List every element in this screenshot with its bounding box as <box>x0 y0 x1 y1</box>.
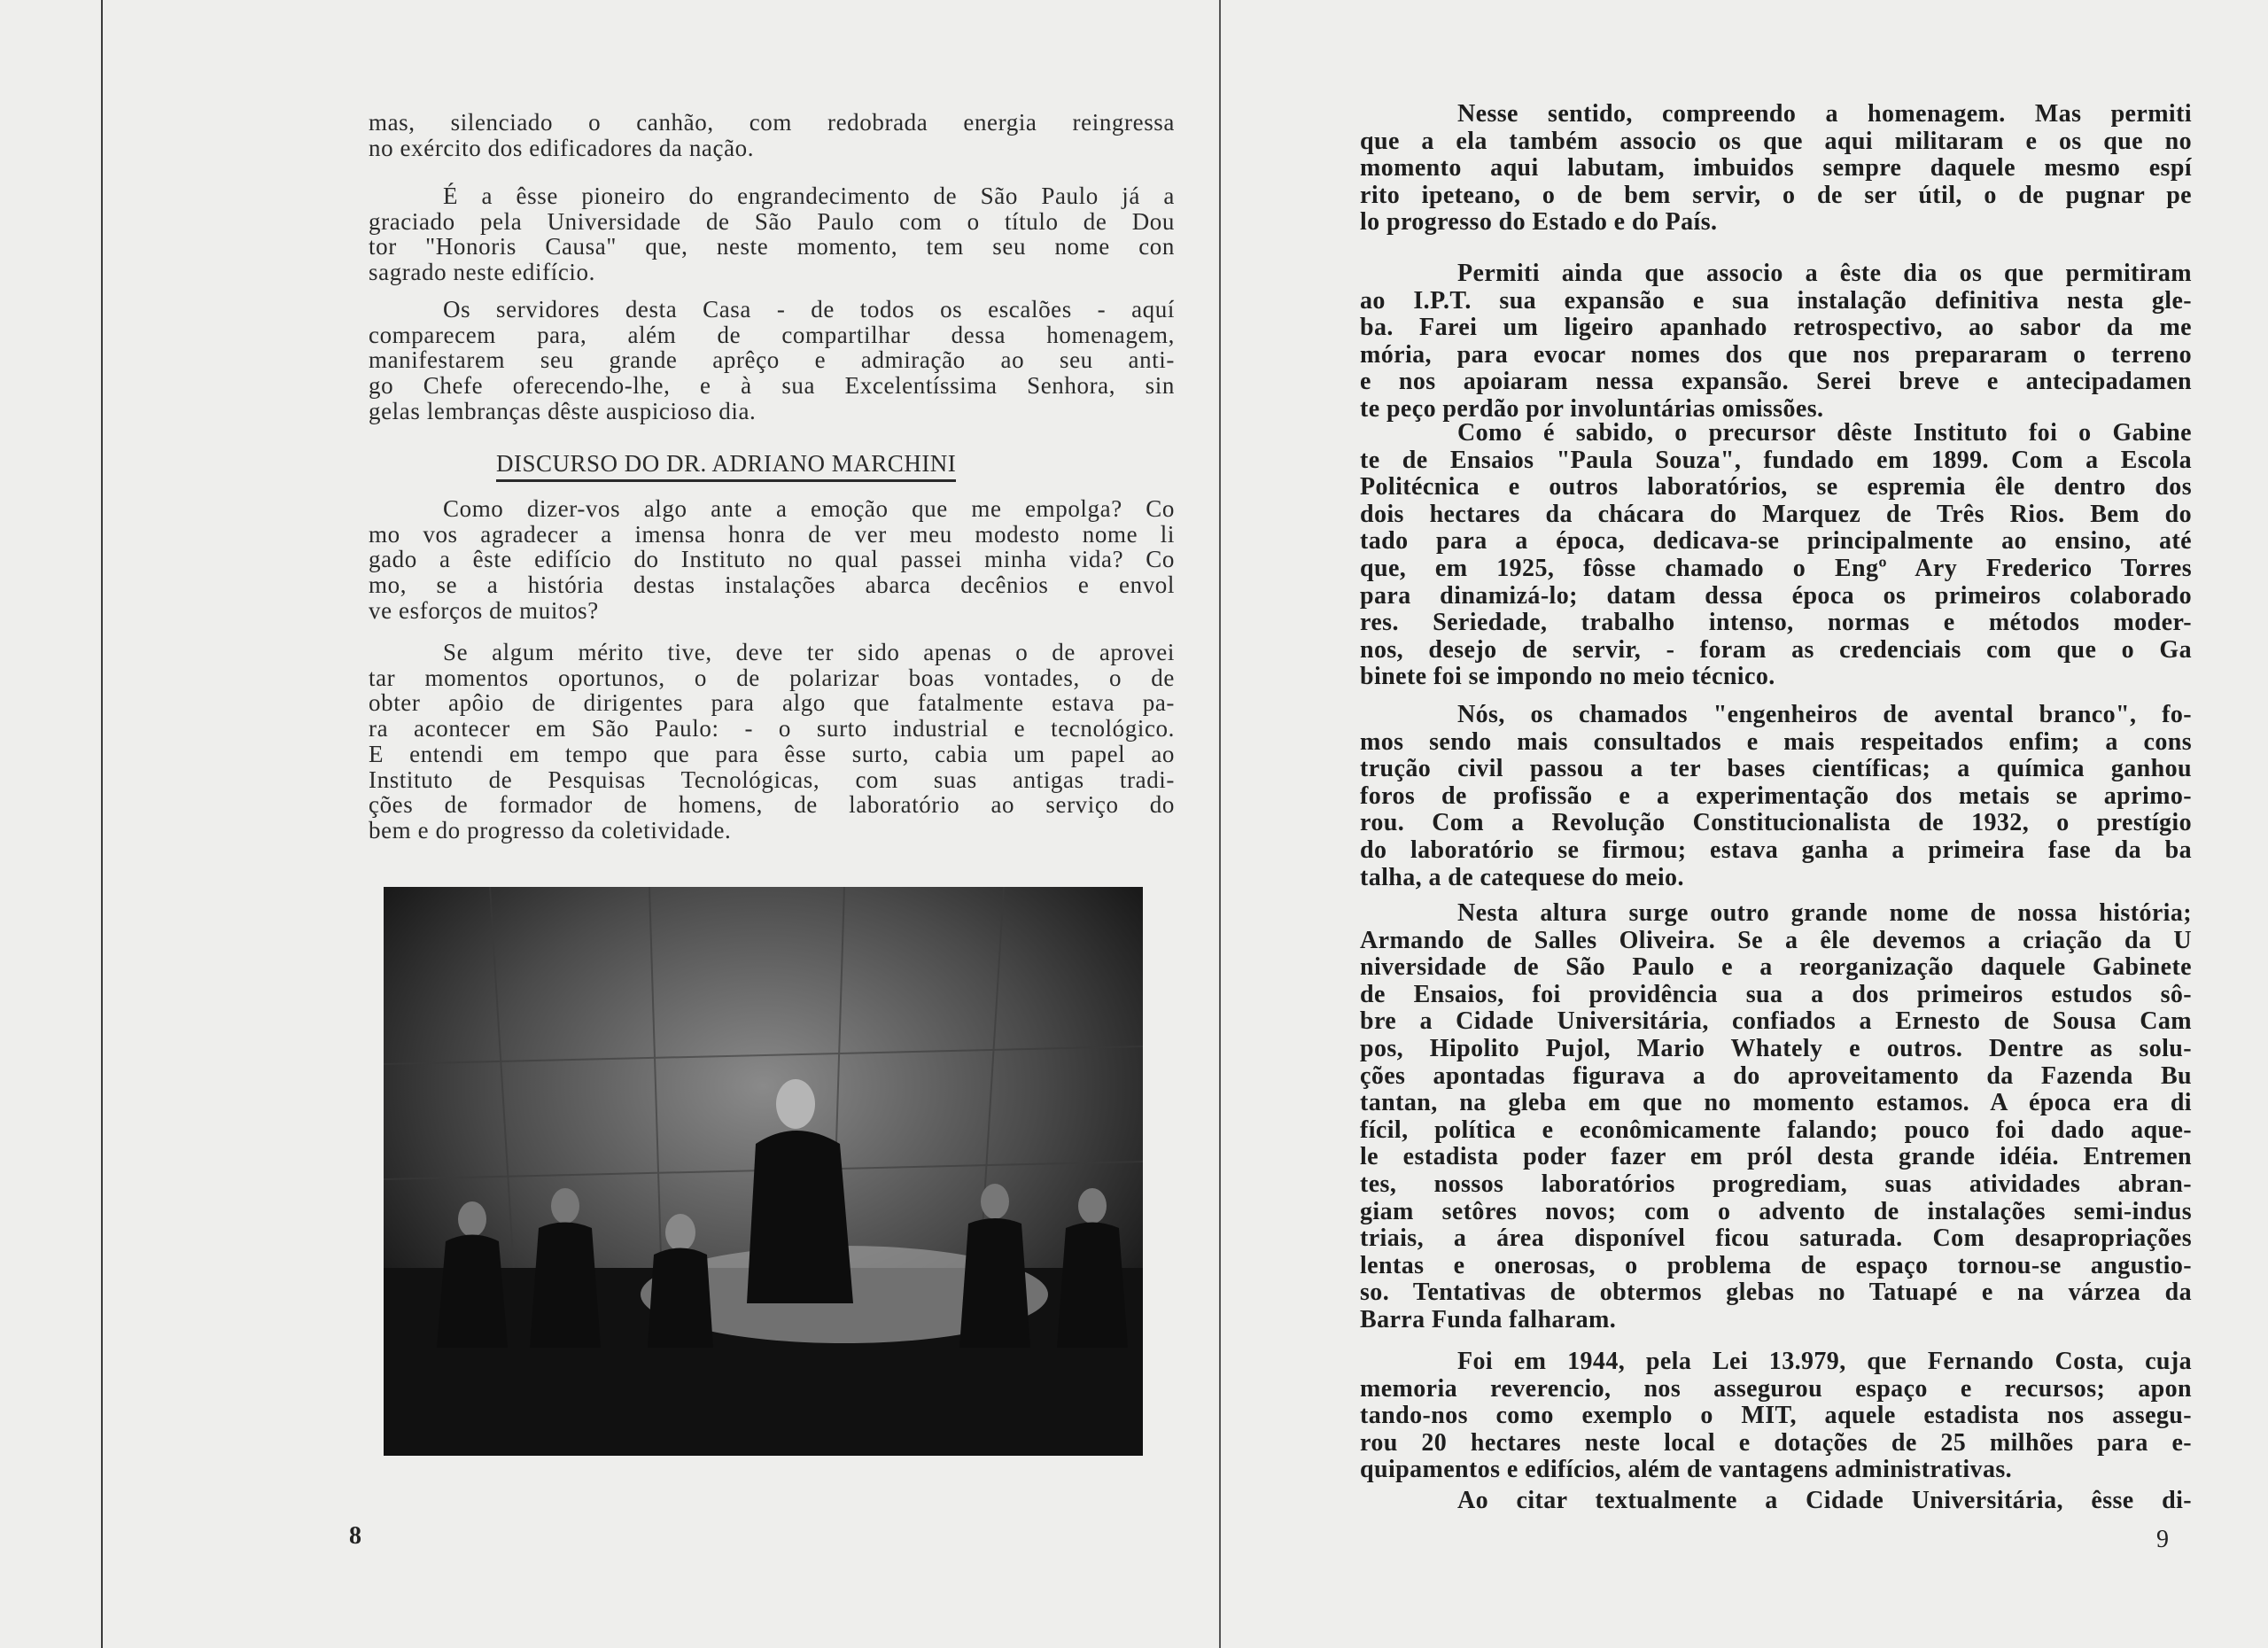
text-line: É a êsse pioneiro do engrandecimento de São Paulo já a <box>443 183 1175 209</box>
paragraph <box>1360 101 2192 237</box>
text-line: gelas lembranças dêste auspicioso dia. <box>369 397 757 424</box>
text-line: foros de profissão e a experimentação dos metais se aprimo- <box>1360 781 2192 810</box>
text-line: Armando de Salles Oliveira. Se a êle devemos a criação da U <box>1360 926 2192 954</box>
text-line: ções de formador de homens, de laboratório ao serviço do <box>369 791 1175 819</box>
text-line: Instituto de Pesquisas Tecnológicas, com suas antigas tradi- <box>369 766 1175 793</box>
text-line: rou. Com a Revolução Constitucionalista de 1932, o prestígio <box>1360 809 2192 837</box>
text-line: Ao citar textualmente a Cidade Universitária, êsse di- <box>1457 1487 2192 1514</box>
text-line: tantan, na gleba em que no momento estamos. A época era di <box>1360 1089 2192 1117</box>
text-line: momento aqui labutam, imbuidos sempre daquele mesmo espí <box>1360 154 2192 183</box>
ceremony-photo <box>384 887 1143 1456</box>
section-heading: DISCURSO DO DR. ADRIANO MARCHINI <box>496 450 956 482</box>
text-line: fícil, política e econômicamente falando; pouco foi dado aque- <box>1360 1116 2192 1144</box>
text-line: gado a êste edifício do Instituto no qual passei minha vida? Co <box>369 546 1175 573</box>
text-line: te peço perdão por involuntárias omissões. <box>1360 394 1824 423</box>
text-line: lentas e onerosas, o problema de espaço tornou-se angustio- <box>1360 1251 2192 1279</box>
text-line: Como dizer-vos algo ante a emoção que me empolga? Co <box>443 495 1175 522</box>
text-line: comparecem para, além de compartilhar dessa homenagem, <box>369 321 1175 348</box>
page-number-left: 8 <box>349 1522 361 1550</box>
text-line: rou 20 hectares neste local e dotações de 25 milhões para e- <box>1360 1428 2192 1457</box>
text-line: mória, para evocar nomes dos que nos prepararam o terreno <box>1360 340 2192 369</box>
text-line: ba. Farei um ligeiro apanhado retrospectivo, ao sabor da me <box>1360 314 2192 342</box>
text-line: mo, se a história destas instalações abarca decênios e envol <box>369 571 1175 599</box>
text-line: le estadista poder fazer em pról desta grande idéia. Entremen <box>1360 1143 2192 1171</box>
text-line: Permiti ainda que associo a êste dia os que permitiram <box>1457 260 2192 287</box>
paragraph <box>369 496 1175 624</box>
text-line: memoria reverencio, nos assegurou espaço e recursos; apon <box>1360 1374 2192 1403</box>
text-line: rito ipeteano, o de bem servir, o de ser útil, o de pugnar pe <box>1360 181 2192 209</box>
text-line: Barra Funda falharam. <box>1360 1305 1617 1333</box>
text-line: E entendi em tempo que para êsse surto, cabia um papel ao <box>369 740 1175 767</box>
text-line: Politécnica e outros laboratórios, se espremia êle dentro dos <box>1360 473 2192 501</box>
text-line: trução civil passou a ter bases científicas; a química ganhou <box>1360 755 2192 783</box>
text-line: sagrado neste edifício. <box>369 259 595 286</box>
text-line: talha, a de catequese do meio. <box>1360 863 1684 891</box>
text-line: do laboratório se firmou; estava ganha a primeira fase da ba <box>1360 836 2192 864</box>
text-line: tor "Honoris Causa" que, neste momento, tem seu nome con <box>369 233 1175 260</box>
text-line: que a ela também associo os que aqui militaram e os que no <box>1360 127 2192 155</box>
text-line: niversidade de São Paulo e a reorganização daquele Gabinete <box>1360 953 2192 982</box>
text-line: de Ensaios, foi providência sua a dos primeiros estudos sô- <box>1360 980 2192 1008</box>
paragraph <box>369 297 1175 424</box>
text-line: Nós, os chamados "engenheiros de avental branco", fo- <box>1457 701 2192 728</box>
text-line: obter apôio de dirigentes para algo que fatalmente estava pa- <box>369 689 1175 717</box>
text-line: giam setôres novos; com o advento de instalações semi-indus <box>1360 1197 2192 1225</box>
text-line: quipamentos e edifícios, além de vantagens administrativas. <box>1360 1456 2013 1484</box>
text-line: lo progresso do Estado e do País. <box>1360 208 1718 237</box>
text-line: para dinamizá-lo; datam dessa época os primeiros colaborado <box>1360 581 2192 610</box>
text-line: res. Seriedade, trabalho intenso, normas e métodos moder- <box>1360 609 2192 637</box>
paragraph <box>1360 1488 2192 1515</box>
text-line: tando-nos como exemplo o MIT, aquele estadista nos assegu- <box>1360 1402 2192 1430</box>
text-line: manifestarem seu grande aprêço e admiração ao seu anti- <box>369 346 1175 374</box>
paragraph <box>1360 900 2192 1334</box>
text-line: tado para a época, dedicava-se principalmente ao ensino, até <box>1360 527 2192 556</box>
text-line: no exército dos edificadores da nação. <box>369 134 755 161</box>
text-line: Foi em 1944, pela Lei 13.979, que Fernando Costa, cuja <box>1457 1348 2192 1375</box>
text-line: so. Tentativas de obtermos glebas no Tatuapé e na várzea da <box>1360 1279 2192 1307</box>
text-line: bre a Cidade Universitária, confiados a Ernesto de Sousa Cam <box>1360 1007 2192 1036</box>
text-line: graciado pela Universidade de São Paulo com o título de Dou <box>369 207 1175 235</box>
text-line: triais, a área disponível ficou saturada. Com desapropriações <box>1360 1224 2192 1253</box>
paragraph <box>369 183 1175 285</box>
text-line: bem e do progresso da coletividade. <box>369 816 732 843</box>
text-line: Se algum mérito tive, deve ter sido apenas o de aprovei <box>443 639 1175 665</box>
text-line: que, em 1925, fôsse chamado o Engº Ary Frederico Torres <box>1360 554 2192 582</box>
text-line: ra acontecer em São Paulo: - o surto industrial e tecnológico. <box>369 715 1175 742</box>
text-line: tar momentos oportunos, o de polarizar boas vontades, o de <box>369 664 1175 691</box>
text-line: ao I.P.T. sua expansão e sua instalação definitiva nesta gle- <box>1360 286 2192 315</box>
paragraph <box>1360 420 2192 691</box>
text-line: Como é sabido, o precursor dêste Instituto foi o Gabine <box>1457 419 2192 447</box>
page-number-right: 9 <box>2156 1526 2169 1553</box>
text-line: e nos apoiaram nessa expansão. Serei breve e antecipadamen <box>1360 368 2192 396</box>
paragraph <box>1360 1349 2192 1484</box>
text-line: pos, Hipolito Pujol, Mario Whately e outros. Dentre as solu- <box>1360 1034 2192 1062</box>
text-line: mas, silenciado o canhão, com redobrada energia reingressa <box>369 109 1175 136</box>
paragraph <box>1360 702 2192 891</box>
text-line: ções apontadas figurava a do aproveitamento da Fazenda Bu <box>1360 1061 2192 1090</box>
text-line: nos, desejo de servir, - foram as credenciais com que o Ga <box>1360 635 2192 664</box>
text-line: te de Ensaios "Paula Souza", fundado em 1899. Com a Escola <box>1360 446 2192 474</box>
text-line: binete foi se impondo no meio técnico. <box>1360 663 1775 691</box>
text-line: tes, nossos laboratórios progrediam, suas atividades abran- <box>1360 1170 2192 1198</box>
text-line: mos sendo mais consultados e mais respeitados enfim; a cons <box>1360 727 2192 756</box>
paragraph <box>1360 260 2192 424</box>
text-line: dois hectares da chácara do Marquez de Três Rios. Bem do <box>1360 500 2192 528</box>
page-edge-line <box>101 0 103 1648</box>
paragraph <box>369 110 1175 160</box>
paragraph <box>369 640 1175 843</box>
text-line: Nesta altura surge outro grande nome de nossa história; <box>1457 899 2192 927</box>
text-line: go Chefe oferecendo-lhe, e à sua Excelentíssima Senhora, sin <box>369 372 1175 400</box>
text-line: Nesse sentido, compreendo a homenagem. Mas permiti <box>1457 100 2192 128</box>
text-line: Os servidores desta Casa - de todos os escalões - aquí <box>443 296 1175 323</box>
text-line: mo vos agradecer a imensa honra de ver meu modesto nome li <box>369 520 1175 548</box>
text-line: ve esforços de muitos? <box>369 596 599 624</box>
page-fold-line <box>1219 0 1221 1648</box>
